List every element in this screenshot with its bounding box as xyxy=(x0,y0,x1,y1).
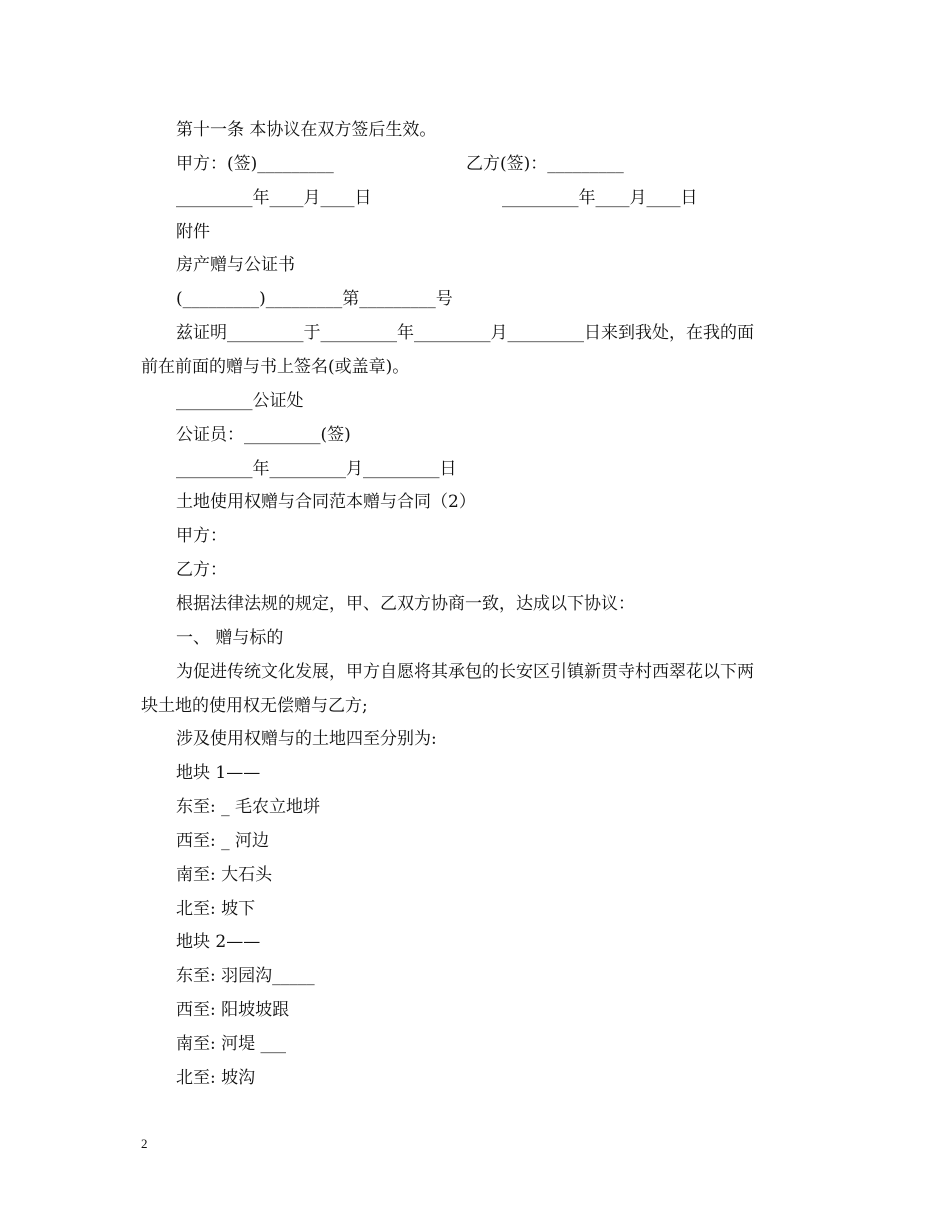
boundaries-intro: 涉及使用权赠与的土地四至分别为: xyxy=(176,729,437,749)
plot-1-south: 南至: 大石头 xyxy=(176,865,273,885)
notary-number: (_________)_________第_________号 xyxy=(176,289,453,309)
plot-2-west: 西至: 阳坡坡跟 xyxy=(176,1000,290,1020)
notary-body-line-1: 兹证明_________于_________年_________月_________日来到我处，在我的面 xyxy=(176,323,754,343)
notary-date: _________年_________月_________日 xyxy=(176,459,457,479)
notary-officer: 公证员：_________(签) xyxy=(176,425,351,445)
plot-1-north: 北至: 坡下 xyxy=(176,899,256,919)
attachment-heading: 附件 xyxy=(176,222,210,242)
plot-1-heading: 地块 1—— xyxy=(176,763,261,783)
page-number: 2 xyxy=(141,1136,148,1151)
notary-body-line-2: 前在前面的赠与书上签名(或盖章)。 xyxy=(141,357,410,377)
date-party-a: _________年____月____日 xyxy=(176,188,372,208)
party-b-label: 乙方： xyxy=(176,560,227,580)
signature-party-a: 甲方：(签)_________ xyxy=(176,154,334,174)
plot-2-heading: 地块 2—— xyxy=(176,932,261,952)
date-party-b: _________年____月____日 xyxy=(502,188,698,208)
article-11: 第十一条 本协议在双方签后生效。 xyxy=(176,120,437,140)
plot-2-south: 南至: 河堤 ___ xyxy=(176,1034,287,1054)
agreement-intro: 根据法律法规的规定，甲、乙双方协商一致，达成以下协议： xyxy=(176,594,635,614)
notary-office: _________公证处 xyxy=(176,391,304,411)
plot-2-east: 东至: 羽园沟_____ xyxy=(176,966,315,986)
party-a-label: 甲方： xyxy=(176,526,227,546)
plot-2-north: 北至: 坡沟 xyxy=(176,1068,256,1088)
section-1-heading: 一、 赠与标的 xyxy=(176,628,284,648)
section-1-body-line-2: 块土地的使用权无偿赠与乙方; xyxy=(141,696,368,716)
signature-party-b: 乙方(签)：_________ xyxy=(466,154,624,174)
contract-title: 土地使用权赠与合同范本赠与合同（2） xyxy=(176,492,476,512)
plot-1-west: 西至: _ 河边 xyxy=(176,831,270,851)
section-1-body-line-1: 为促进传统文化发展，甲方自愿将其承包的长安区引镇新贯寺村西翠花以下两 xyxy=(176,662,754,682)
plot-1-east: 东至: _ 毛农立地垪 xyxy=(176,797,321,817)
notary-title: 房产赠与公证书 xyxy=(176,255,295,275)
